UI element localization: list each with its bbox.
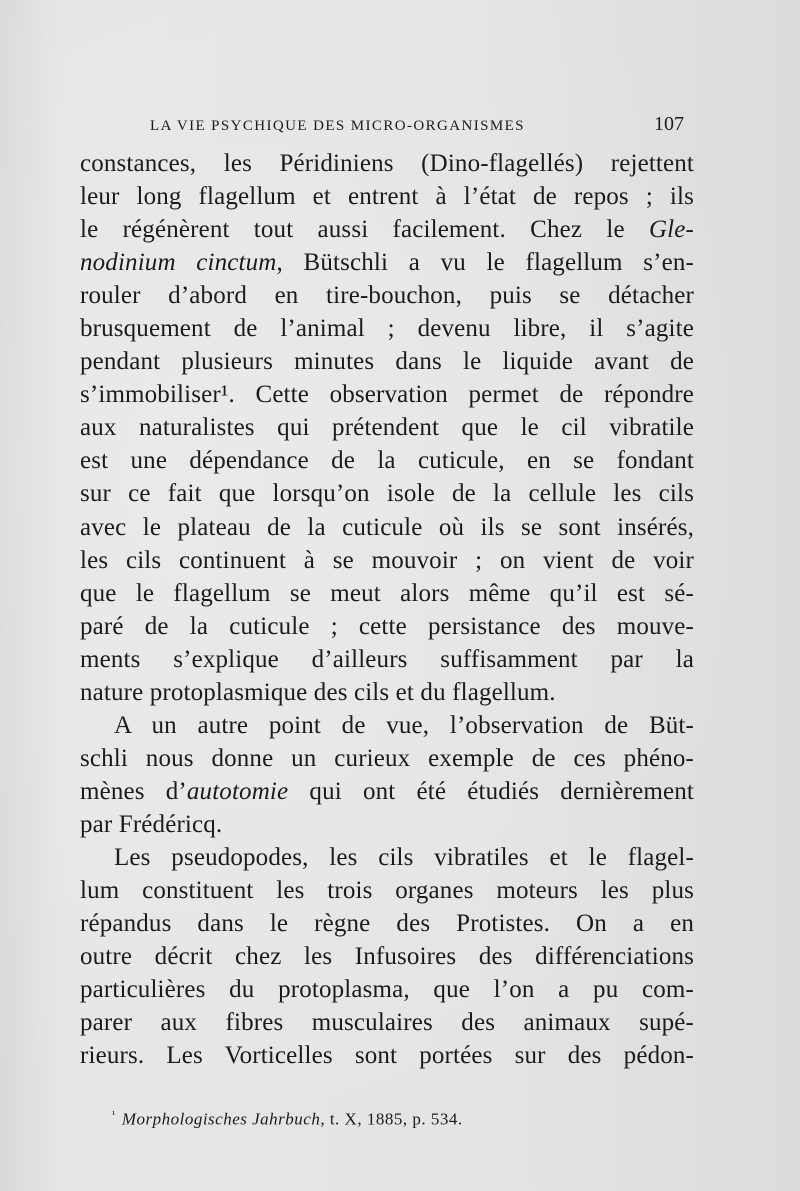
italic-species-name: Gle- bbox=[648, 216, 694, 244]
text-line bbox=[80, 246, 694, 279]
italic-term: autotomie bbox=[186, 777, 289, 805]
text-line: par Frédéricq. bbox=[80, 810, 223, 838]
text-line: nature protoplasmique des cils et du flagellum. bbox=[80, 678, 556, 706]
footnote-details: , t. X, 1885, p. 534. bbox=[320, 1109, 463, 1129]
footnote bbox=[112, 1109, 463, 1130]
text-line: lum constituent les trois organes moteurs les plus bbox=[80, 877, 694, 905]
running-title: LA VIE PSYCHIQUE DES MICRO-ORGANISMES bbox=[150, 118, 525, 134]
text-line: rouler d’abord en tire-bouchon, puis se détacher bbox=[80, 282, 694, 310]
text-fragment: , Bütschli a vu le flagellum s’en- bbox=[276, 249, 695, 277]
footnote-source: Morphologisches Jahrbuch bbox=[121, 1109, 321, 1129]
text-line: pendant plusieurs minutes dans le liquide avant de bbox=[80, 348, 694, 376]
text-line: leur long flagellum et entrent à l’état de repos ; ils bbox=[80, 183, 694, 211]
text-line: particulières du protoplasma, que l’on a pu com- bbox=[80, 976, 694, 1004]
text-line: schli nous donne un curieux exemple de ces phéno- bbox=[80, 744, 694, 772]
italic-species-name: nodinium cinctum bbox=[80, 249, 277, 277]
text-line: sur ce fait que lorsqu’on isole de la cellule les cils bbox=[80, 480, 694, 508]
text-line: parer aux fibres musculaires des animaux supé- bbox=[80, 1009, 694, 1037]
text-line: aux naturalistes qui prétendent que le cil vibratile bbox=[80, 414, 694, 442]
text-line bbox=[80, 213, 694, 246]
text-line: A un autre point de vue, l’observation de Büt- bbox=[114, 711, 694, 739]
text-line: rieurs. Les Vorticelles sont portées sur des pédon- bbox=[80, 1042, 694, 1070]
text-line: ments s’explique d’ailleurs suffisamment par la bbox=[80, 645, 694, 673]
text-fragment: le régénèrent tout aussi facilement. Chez le bbox=[80, 216, 649, 244]
text-line: Les pseudopodes, les cils vibratiles et le flagel- bbox=[114, 843, 694, 871]
text-line: outre décrit chez les Infusoires des différenciations bbox=[80, 943, 694, 971]
page-header bbox=[150, 113, 684, 141]
text-line: paré de la cuticule ; cette persistance des mouve- bbox=[80, 612, 694, 640]
page-number: 107 bbox=[654, 113, 684, 135]
body-text bbox=[80, 147, 694, 1072]
text-line: brusquement de l’animal ; devenu libre, il s’agite bbox=[80, 315, 694, 343]
text-line: que le flagellum se meut alors même qu’il est sé- bbox=[80, 579, 694, 607]
text-fragment: mènes d’ bbox=[80, 777, 187, 805]
text-line bbox=[80, 775, 694, 808]
text-fragment: qui ont été étudiés dernièrement bbox=[288, 777, 694, 805]
text-line: constances, les Péridiniens (Dino-flagellés) rejettent bbox=[80, 150, 694, 177]
text-line: avec le plateau de la cuticule où ils se sont insérés, bbox=[80, 513, 694, 541]
footnote-marker: ¹ bbox=[112, 1109, 116, 1121]
text-line: répandus dans le règne des Protistes. On a en bbox=[80, 910, 694, 938]
text-line: est une dépendance de la cuticule, en se fondant bbox=[80, 447, 694, 475]
text-line: les cils continuent à se mouvoir ; on vient de voir bbox=[80, 546, 694, 574]
text-line: s’immobiliser¹. Cette observation permet de répondre bbox=[80, 381, 694, 409]
